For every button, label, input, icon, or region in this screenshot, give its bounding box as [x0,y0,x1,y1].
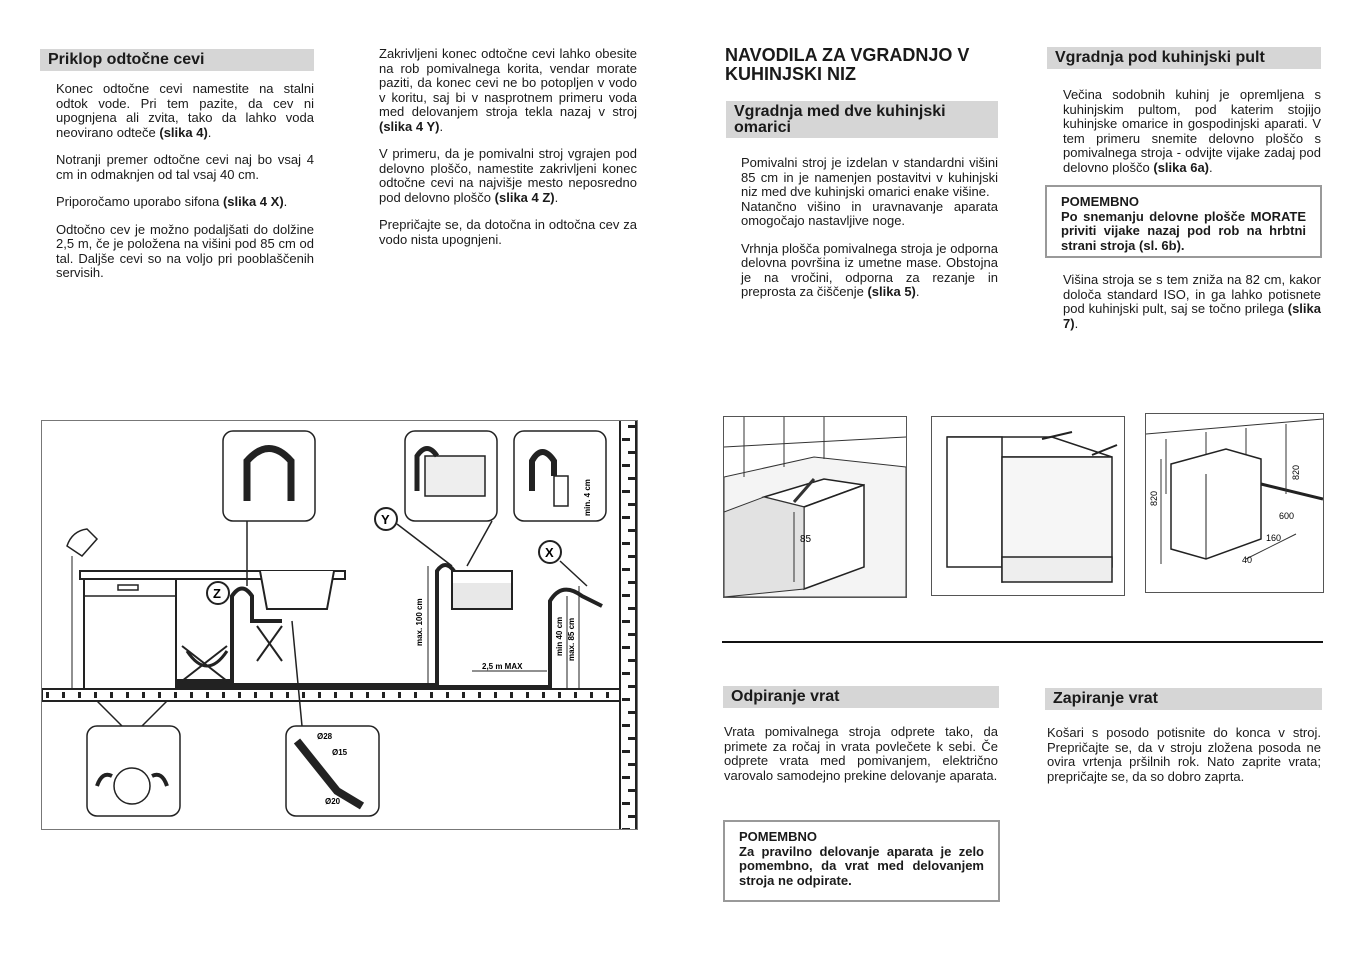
brick [628,555,636,558]
floor-brick [206,692,209,698]
floor-brick [286,692,289,698]
paragraph: Odtočno cev je možno podaljšati do dolžine 2,5 m, če je položena na višini pod 85 cm od tal. Daljše cevi so na voljo pri pooblaščenih servisih. [56,221,314,280]
section-header-priklop: Priklop odtočne cevi [40,49,314,71]
paragraph: Prepričajte se, da dotočna in odtočna cev za vodo nista upognjeni. [379,217,637,247]
figure-4-drain-hose [41,420,638,830]
brick [628,529,636,532]
brick [628,711,636,714]
brick [628,815,636,818]
brick [622,490,630,493]
floor-brick [542,692,545,698]
dim-label: Ø20 [325,797,341,806]
floor-brick [526,692,529,698]
dim-label: 600 [1279,511,1295,521]
dim-label: Ø28 [317,732,333,741]
dim-label: max. 100 cm [415,598,424,646]
floor-brick [398,692,401,698]
dim-label: 820 [1291,464,1301,480]
floor-brick [94,692,97,698]
brick [622,750,630,753]
section-divider [722,641,1323,643]
figure-5-drawing [724,417,906,597]
main-title: NAVODILA ZA VGRADNJO V KUHINJSKI NIZ [725,45,970,84]
brick [628,503,636,506]
section-header-vgradnja-med: Vgradnja med dve kuhinjski omarici [726,101,998,138]
brick [628,685,636,688]
note-title: POMEMBNO [1061,194,1139,209]
paragraph: Pomivalni stroj je izdelan v standardni višini 85 cm in je namenjen postavitvi v kuhinjski niz med dve kuhinjski omarici enake višine. [741,155,998,199]
figure-5-installation [723,416,907,598]
floor-brick [238,692,241,698]
paragraph: Priporočamo uporabo sifona (slika 4 X). [56,194,288,209]
section-header-vgradnja-pod: Vgradnja pod kuhinjski pult [1047,47,1321,69]
note-title: POMEMBNO [739,829,817,844]
floor-brick [142,692,145,698]
floor-brick [222,692,225,698]
floor-brick [366,692,369,698]
floor-brick [254,692,257,698]
section-header-zapiranje: Zapiranje vrat [1045,688,1322,710]
brick [628,789,636,792]
figure-6-drawing [932,417,1124,595]
detail-hose-hook [223,431,315,521]
callout-y-label: Y [381,512,390,527]
floor-brick [302,692,305,698]
paragraph: Konec odtočne cevi namestite na stalni odtok vode. Pri tem pazite, da cev ni upognjena ali zvita, tako da lahko voda neovirano odteče (slika 4). [56,81,314,140]
paragraph: Natančno višino in uravnavanje aparata omogočajo nastavljive noge. [741,198,998,228]
floor-brick [46,692,49,698]
figure-7-drawing [1146,414,1323,592]
paragraph: Košari s posodo potisnite do konca v stroj. Prepričajte se, da v stroju zložena posoda ne ovira vrtenja pršilnih rok. Nato zaprite vrata; prepričajte se, da so dobro zaprta. [1047,725,1321,784]
brick [628,451,636,454]
brick [628,633,636,636]
floor-brick [318,692,321,698]
vgradnja-pod-text [1063,88,1321,188]
dim-label: 85 [800,534,812,545]
floor-brick [78,692,81,698]
dim-label: min. 4 cm [583,479,592,516]
floor-brick [494,692,497,698]
brick [622,438,630,441]
floor-brick [446,692,449,698]
dim-label: 160 [1266,533,1282,543]
dim-label: 820 [1149,490,1159,506]
brick [628,763,636,766]
brick [622,568,630,571]
floor-brick [62,692,65,698]
note-body: Po snemanju delovne plošče MORATE priviti vijake nazaj pod rob na hrbtni strani stroja (sl. 6b). [1061,208,1306,253]
brick [622,698,630,701]
brick [628,737,636,740]
drain-hose-x [176,590,602,687]
floor-brick [350,692,353,698]
floor-brick [478,692,481,698]
floor-brick [158,692,161,698]
sink-basin [260,571,334,609]
floor-brick [334,692,337,698]
paragraph: Višina stroja se s tem zniža na 82 cm, kakor določa standard ISO, in ga lahko potisnete pod kuhinjski pult, saj se točno prilega (slika 7). [1063,272,1321,331]
dim-label: min 40 cm [555,616,564,656]
brick [622,620,630,623]
zapiranje-text [1047,726,1321,797]
brick [622,776,630,779]
floor-brick [462,692,465,698]
brick [628,607,636,610]
paragraph: Zakrivljeni konec odtočne cevi lahko obesite na rob pomivalnega korita, vendar morate paziti, da konec cevi ne bo potopljen v vodo v koritu, saj bi v nasprotnem primeru voda med delovanjem stroja tekla nazaj v stroj (slika 4 Y). [379,46,637,134]
hand-icon [67,529,97,556]
floor-brick [382,692,385,698]
note-body: Za pravilno delovanje aparata je zelo pomembno, da vrat med delovanjem stroja ne odpirate. [739,843,984,888]
figure-4-drawing [42,421,637,829]
paragraph: Vrhnja plošča pomivalnega stroja je odporna delovna površina iz umetne mase. Obstojna je na vročini, odporna za rezanje in preprosta za čiščenje (slika 5). [741,240,998,299]
dim-label: Ø15 [332,748,348,757]
floor-brick [126,692,129,698]
paragraph: V primeru, da je pomivalni stroj vgrajen pod delovno ploščo, namestite zakrivljeni konec odtočne cevi na najvišje mesto neposredno pod delovno ploščo (slika 4 Z). [379,146,637,205]
brick [622,542,630,545]
brick [622,802,630,805]
floor-brick [190,692,193,698]
priklop-column-1 [56,82,314,294]
important-note-screws [1045,185,1322,258]
floor-brick [430,692,433,698]
brick [622,516,630,519]
dim-label: 2,5 m MAX [482,662,523,671]
floor-brick [270,692,273,698]
brick [622,464,630,467]
section-header-odpiranje: Odpiranje vrat [723,686,999,708]
brick [628,425,636,428]
brick-wall [620,421,636,829]
paragraph: Notranji premer odtočne cevi naj bo vsaj 4 cm in odmaknjen od tal vsaj 40 cm. [56,152,314,182]
brick [628,477,636,480]
floor-brick [574,692,577,698]
floor-brick [590,692,593,698]
floor-brick [110,692,113,698]
brick [622,646,630,649]
callout-x-label: X [545,545,554,560]
brick [628,581,636,584]
vgradnja-med-text [741,156,998,313]
important-note-door [723,820,1000,902]
floor-brick [174,692,177,698]
callout-z-label: Z [213,586,221,601]
brick [622,828,630,829]
vgradnja-pod-text-2 [1063,273,1321,344]
odpiranje-text [724,725,998,796]
brick-pattern [622,425,636,829]
floor-brick [606,692,609,698]
dim-label: max. 85 cm [567,617,576,661]
brick [622,724,630,727]
paragraph: Vrata pomivalnega stroja odprete tako, da primete za ročaj in vrata povlečete k sebi. Če odprete vrata med pomivanjem, električno varovalo samodejno prekine delovanje aparata. [724,724,998,783]
figure-6-worktop-removal [931,416,1125,596]
floor-brick [510,692,513,698]
brick [622,594,630,597]
floor-brick [558,692,561,698]
paragraph: Večina sodobnih kuhinj je opremljena s kuhinjskim pultom, pod katerim stojijo kuhinjske omarice in gospodinjski aparati. V tem primeru snemite delovno ploščo s pomivalnega stroja - odvijte vijake zadaj pod delovno ploščo (slika 6a). [1063,87,1321,175]
brick [628,659,636,662]
brick [622,672,630,675]
floor-brick [414,692,417,698]
dim-label: 40 [1242,555,1253,565]
figure-7-dimensions [1145,413,1324,593]
priklop-column-2 [379,47,637,260]
